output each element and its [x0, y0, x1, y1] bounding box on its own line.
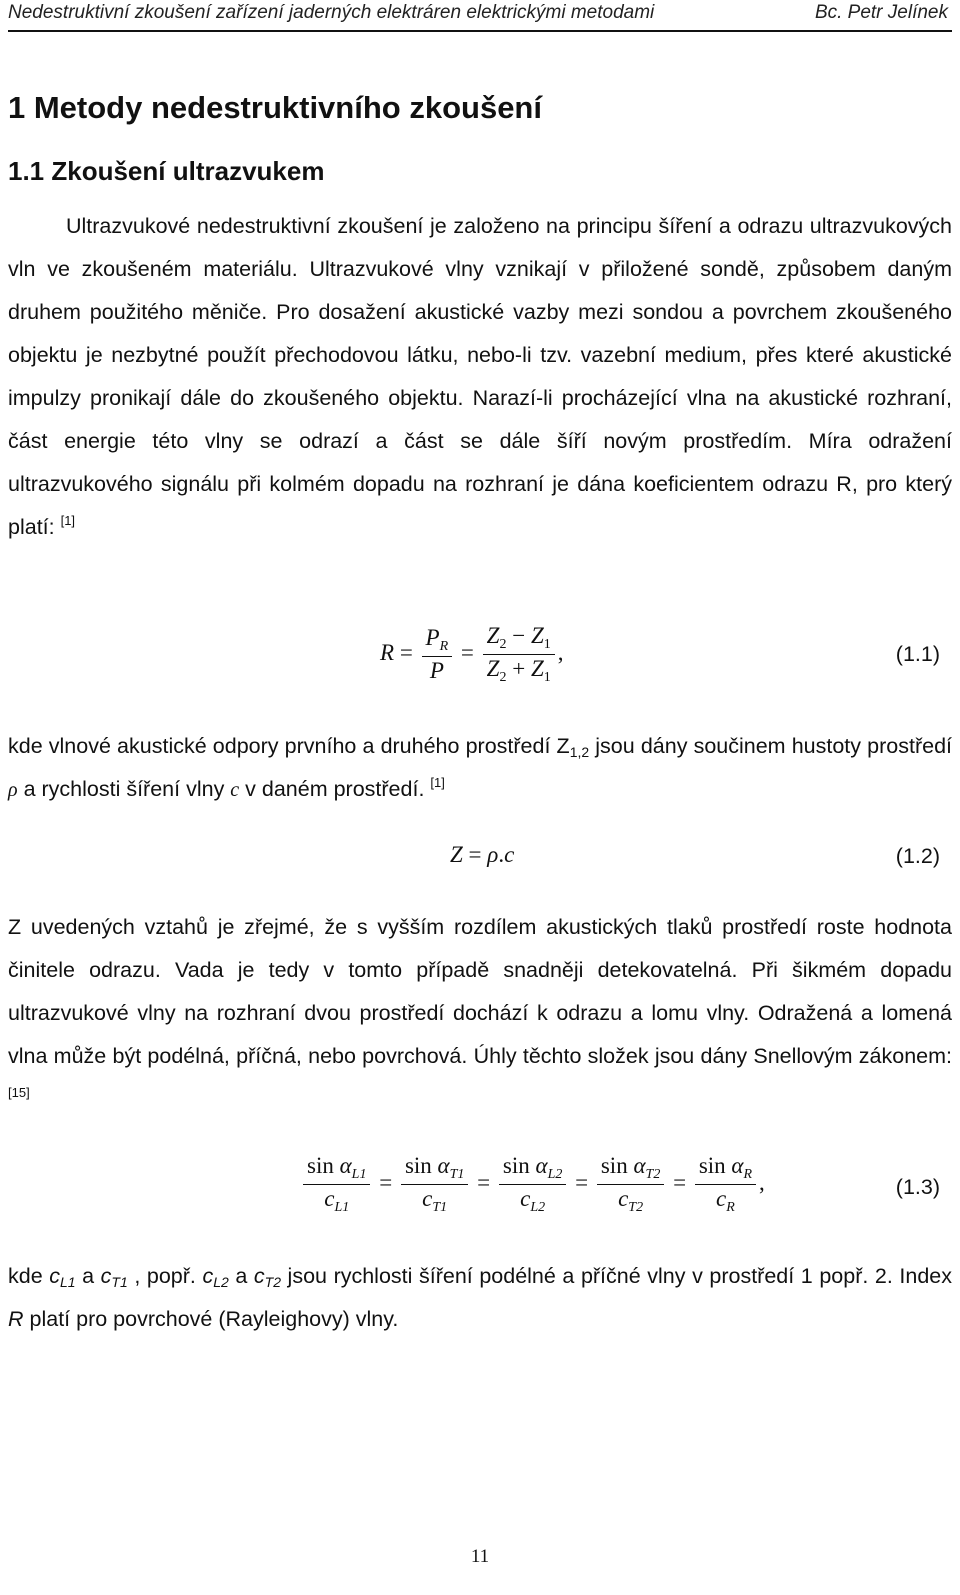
- eq3-c: c: [618, 1186, 629, 1211]
- eq1-Z: Z: [530, 623, 544, 648]
- eq3-fraction-R: [695, 1152, 756, 1217]
- eq1-P: P: [429, 658, 444, 683]
- paragraph-velocities: [8, 1255, 952, 1341]
- eq3-alpha: α: [633, 1153, 646, 1178]
- paragraph-velocities-text: a: [228, 1264, 254, 1288]
- eq3-sin: sin: [502, 1153, 530, 1178]
- eq1-minus: −: [512, 623, 526, 648]
- eq3-sin: sin: [307, 1153, 334, 1178]
- velocity-symbol: c: [49, 1264, 60, 1288]
- eq2-dot: .: [498, 842, 505, 867]
- eq3-alpha: α: [339, 1153, 352, 1178]
- velocity-symbol: c: [202, 1264, 214, 1288]
- paragraph-velocities-text: kde: [8, 1264, 50, 1288]
- paragraph-velocities-text: jsou rychlosti šíření podélné a příčné vlny v prostředí 1 popř. 2. Index: [280, 1264, 952, 1288]
- eq3-fraction-T1: [401, 1152, 468, 1217]
- velocity-symbol: c: [230, 779, 240, 801]
- eq3-sub: R: [743, 1167, 753, 1182]
- equation-1-1: [380, 622, 563, 687]
- velocity-subscript: L2: [213, 1274, 229, 1290]
- citation-ref: [15]: [8, 1085, 30, 1100]
- eq2-c: c: [504, 842, 515, 867]
- eq1-sub: 2: [499, 670, 507, 685]
- eq3-sub: L1: [351, 1167, 367, 1182]
- eq3-c: c: [324, 1186, 335, 1211]
- paragraph-impedance-text: jsou dány součinem hustoty prostředí: [589, 734, 952, 758]
- equation-number-1-2: (1.2): [895, 844, 940, 868]
- chapter-title: 1 Metody nedestruktivního zkoušení: [8, 90, 542, 125]
- paragraph-snell: [8, 906, 952, 1121]
- eq1-comma: ,: [557, 639, 564, 665]
- eq3-fraction-T2: [597, 1152, 664, 1217]
- eq3-sub: T2: [628, 1200, 644, 1215]
- impedance-subscript: 1,2: [569, 744, 590, 760]
- velocity-subscript: T1: [111, 1274, 128, 1290]
- eq3-c: c: [520, 1186, 531, 1211]
- paragraph-intro-text: Ultrazvukové nedestruktivní zkoušení je založeno na principu šíření a odrazu ultrazvukových vln ve zkoušeném materiálu. Ultrazvukové vlny vznikají v přiložené sondě, způsobem daným druhem použitého měniče. Pro dosažení akustické vazby mezi sondou a povrchem zkoušeného objektu je nezbytné použít přechodovou látku, nebo-li tzv. vazební medium, přes které akustické impulzy pronikají dále do zkoušeného objektu. Narazí-li procházející vlna na akustické rozhraní, část energie této vlny se odrazí a část se dále šíří novým prostředím. Míra odražení ultrazvukového signálu při kolmém dopadu na rozhraní je dána koeficientem odrazu R, pro který platí:: [8, 214, 952, 539]
- eq3-equals: =: [575, 1169, 589, 1195]
- eq3-sin: sin: [404, 1153, 432, 1178]
- paragraph-impedance-text: v daném prostředí.: [239, 777, 431, 801]
- eq3-equals: =: [673, 1169, 687, 1195]
- eq1-PR: P: [425, 625, 440, 650]
- equation-number-1-1: (1.1): [895, 642, 940, 666]
- eq3-sub: L2: [530, 1200, 546, 1215]
- velocity-subscript: T2: [264, 1274, 281, 1290]
- eq2-equals: =: [468, 842, 482, 867]
- paragraph-velocities-text: a: [75, 1264, 101, 1288]
- equation-1-2: [450, 842, 514, 868]
- paragraph-impedance-text: kde vlnové akustické odpory prvního a druhého prostředí Z: [8, 734, 570, 758]
- paragraph-impedance: [8, 725, 952, 812]
- eq3-c: c: [716, 1186, 727, 1211]
- eq3-sin: sin: [698, 1153, 726, 1178]
- index-R-symbol: R: [8, 1307, 24, 1331]
- page-number: 11: [470, 1546, 490, 1567]
- eq3-alpha: α: [437, 1153, 450, 1178]
- eq3-sub: T1: [432, 1200, 448, 1215]
- eq3-alpha: α: [731, 1153, 744, 1178]
- eq3-alpha: α: [535, 1153, 548, 1178]
- eq1-plus: +: [512, 656, 526, 681]
- eq3-sub: T1: [449, 1167, 465, 1182]
- eq3-fraction-L1: [303, 1152, 370, 1217]
- paragraph-velocities-text: , popř.: [127, 1264, 203, 1288]
- eq3-sub: R: [726, 1200, 735, 1215]
- eq3-c: c: [422, 1186, 433, 1211]
- eq1-sub: 2: [499, 637, 507, 652]
- eq3-equals: =: [477, 1169, 491, 1195]
- eq2-rho: ρ: [487, 842, 499, 867]
- eq2-Z: Z: [450, 842, 463, 867]
- eq3-sub: L2: [547, 1167, 563, 1182]
- running-header: [8, 0, 952, 32]
- citation-ref: [1]: [60, 513, 76, 528]
- eq3-comma: ,: [759, 1169, 765, 1195]
- eq1-sub: 1: [543, 637, 551, 652]
- eq3-equals: =: [379, 1169, 393, 1195]
- eq1-equals-2: =: [460, 639, 474, 665]
- velocity-symbol: c: [253, 1264, 265, 1288]
- eq1-PR-sub: R: [439, 639, 449, 654]
- paragraph-velocities-text: platí pro povrchové (Rayleighovy) vlny.: [23, 1307, 399, 1331]
- citation-ref: [1]: [430, 775, 445, 790]
- eq3-fraction-L2: [499, 1152, 566, 1217]
- eq1-Z: Z: [486, 656, 500, 681]
- header-title: Nedestruktivní zkoušení zařízení jaderných elektráren elektrickými metodami: [8, 2, 655, 23]
- eq1-fraction-impedance: [483, 622, 555, 687]
- velocity-symbol: c: [100, 1264, 112, 1288]
- eq3-sub: T2: [645, 1167, 661, 1182]
- eq1-sub: 1: [543, 670, 551, 685]
- eq1-Z: Z: [530, 656, 544, 681]
- equation-1-3: [300, 1152, 765, 1217]
- eq1-R: R: [380, 639, 395, 665]
- eq3-sub: L1: [334, 1200, 350, 1215]
- equation-number-1-3: (1.3): [895, 1175, 940, 1199]
- eq3-sin: sin: [600, 1153, 628, 1178]
- paragraph-snell-text: Z uvedených vztahů je zřejmé, že s vyšším rozdílem akustických tlaků prostředí roste hodnota činitele odrazu. Vada je tedy v tomto případě snadněji detekovatelná. Při šikmém dopadu ultrazvukové vlny na rozhraní dvou prostředí dochází k odrazu a lomu vlny. Odražená a lomená vlna může být podélná, příčná, nebo povrchová. Úhly těchto složek jsou dány Snellovým zákonem:: [8, 915, 952, 1068]
- eq1-equals-1: =: [399, 639, 413, 665]
- paragraph-impedance-text: a rychlosti šíření vlny: [17, 777, 231, 801]
- eq1-Z: Z: [486, 623, 500, 648]
- section-title: 1.1 Zkoušení ultrazvukem: [8, 156, 325, 186]
- rho-symbol: ρ: [8, 779, 18, 801]
- velocity-subscript: L1: [59, 1274, 76, 1290]
- paragraph-intro: [8, 205, 952, 549]
- header-author: Bc. Petr Jelínek: [814, 2, 948, 23]
- eq1-fraction-pressure: [422, 624, 453, 685]
